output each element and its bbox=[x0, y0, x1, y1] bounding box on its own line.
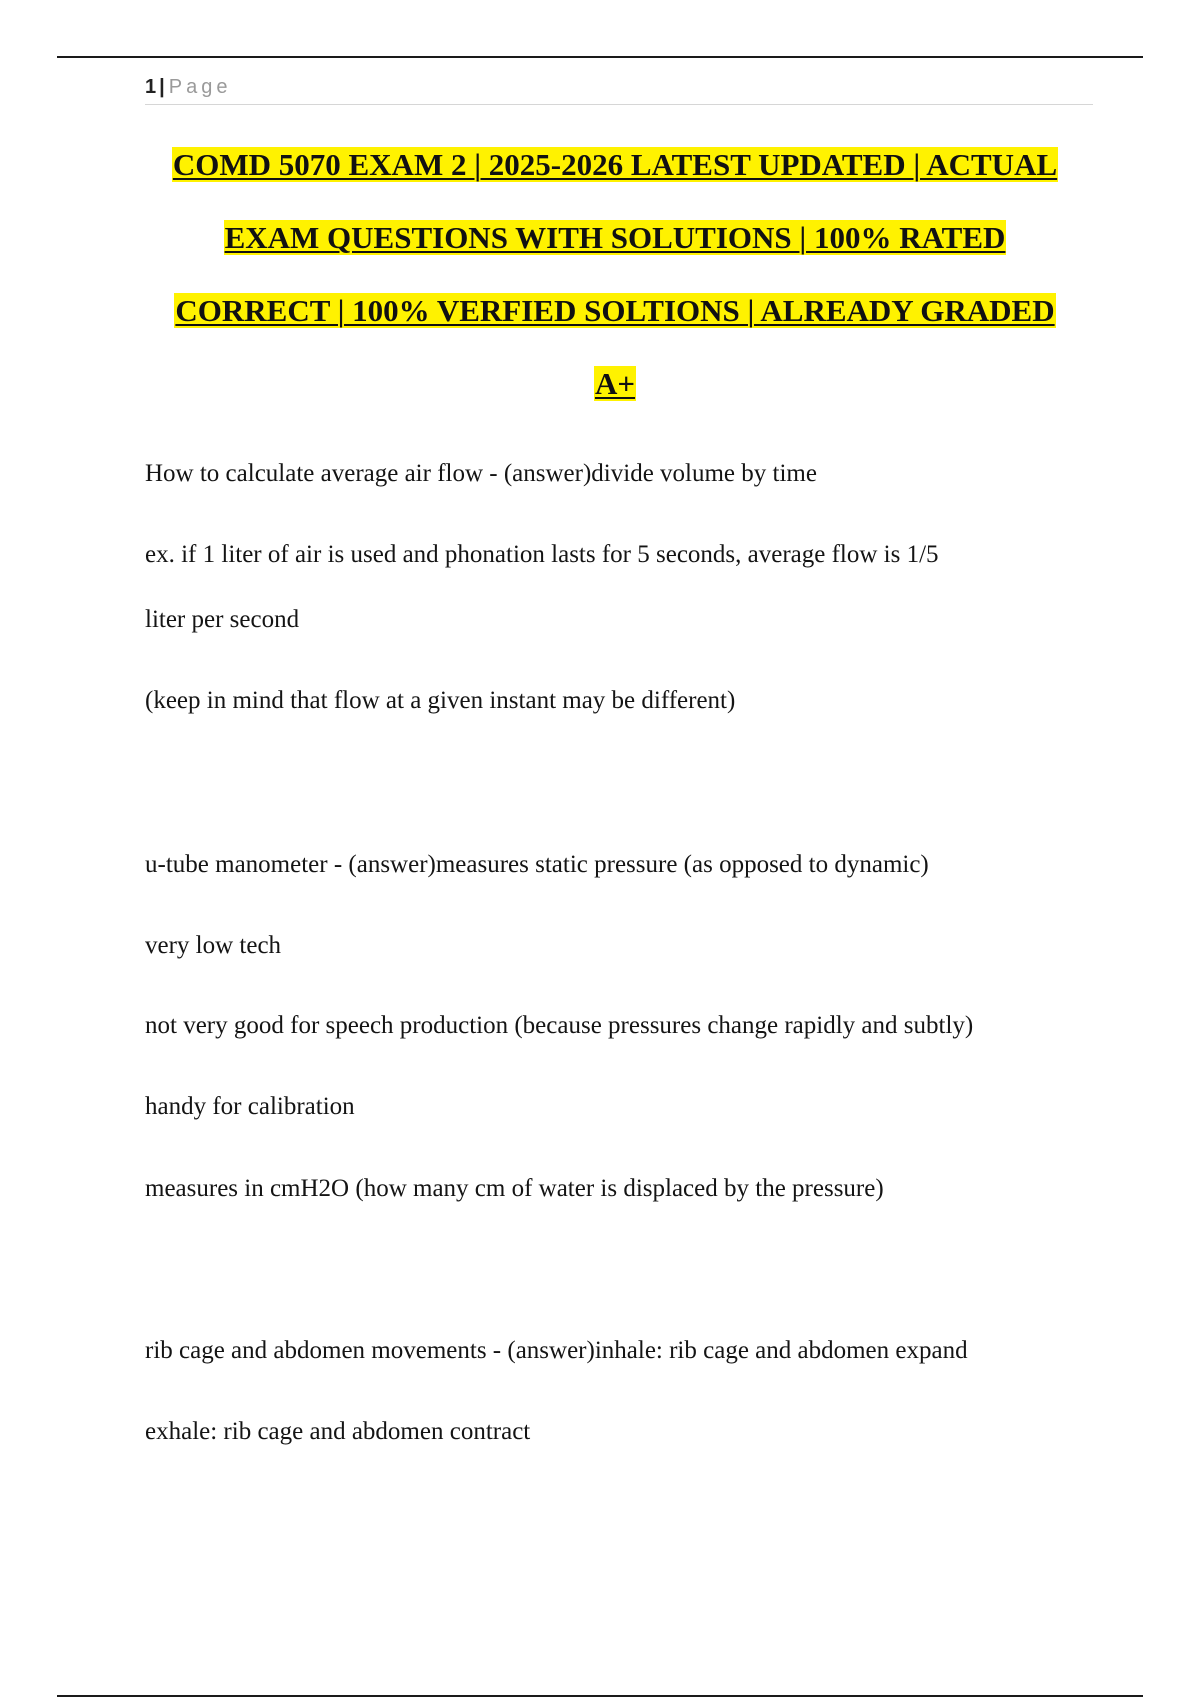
page-label: Page bbox=[168, 76, 232, 98]
title-line-2: EXAM QUESTIONS WITH SOLUTIONS | 100% RATED bbox=[224, 220, 1006, 255]
page-number: 1 bbox=[145, 76, 157, 98]
qa-air-flow-question: How to calculate average air flow - (answer)divide volume by time bbox=[145, 460, 817, 487]
qa-manometer-point-2: not very good for speech production (because pressures change rapidly and subtly) bbox=[145, 1012, 974, 1039]
document-title bbox=[120, 142, 1110, 434]
qa-manometer-point-1: very low tech bbox=[145, 932, 282, 959]
qa-manometer-point-4: measures in cmH2O (how many cm of water is displaced by the pressure) bbox=[145, 1175, 884, 1202]
top-rule bbox=[57, 56, 1143, 58]
qa-manometer-point-3: handy for calibration bbox=[145, 1093, 355, 1120]
title-line-4: A+ bbox=[594, 366, 636, 401]
bottom-rule bbox=[57, 1695, 1143, 1697]
qa-rib-cage-question: rib cage and abdomen movements - (answer)inhale: rib cage and abdomen expand bbox=[145, 1337, 968, 1364]
qa-rib-cage-answer: exhale: rib cage and abdomen contract bbox=[145, 1418, 531, 1445]
qa-air-flow-note: (keep in mind that flow at a given instant may be different) bbox=[145, 687, 736, 714]
qa-air-flow-example: ex. if 1 liter of air is used and phonation lasts for 5 seconds, average flow is 1/5 bbox=[145, 541, 939, 568]
qa-manometer-question: u-tube manometer - (answer)measures static pressure (as opposed to dynamic) bbox=[145, 851, 929, 878]
page-separator: | bbox=[159, 76, 165, 98]
title-line-3: CORRECT | 100% VERFIED SOLTIONS | ALREADY GRADED bbox=[175, 293, 1055, 328]
qa-air-flow-example-cont: liter per second bbox=[145, 606, 300, 633]
page-header bbox=[145, 74, 1093, 105]
title-line-1: COMD 5070 EXAM 2 | 2025-2026 LATEST UPDATED | ACTUAL bbox=[172, 147, 1058, 182]
